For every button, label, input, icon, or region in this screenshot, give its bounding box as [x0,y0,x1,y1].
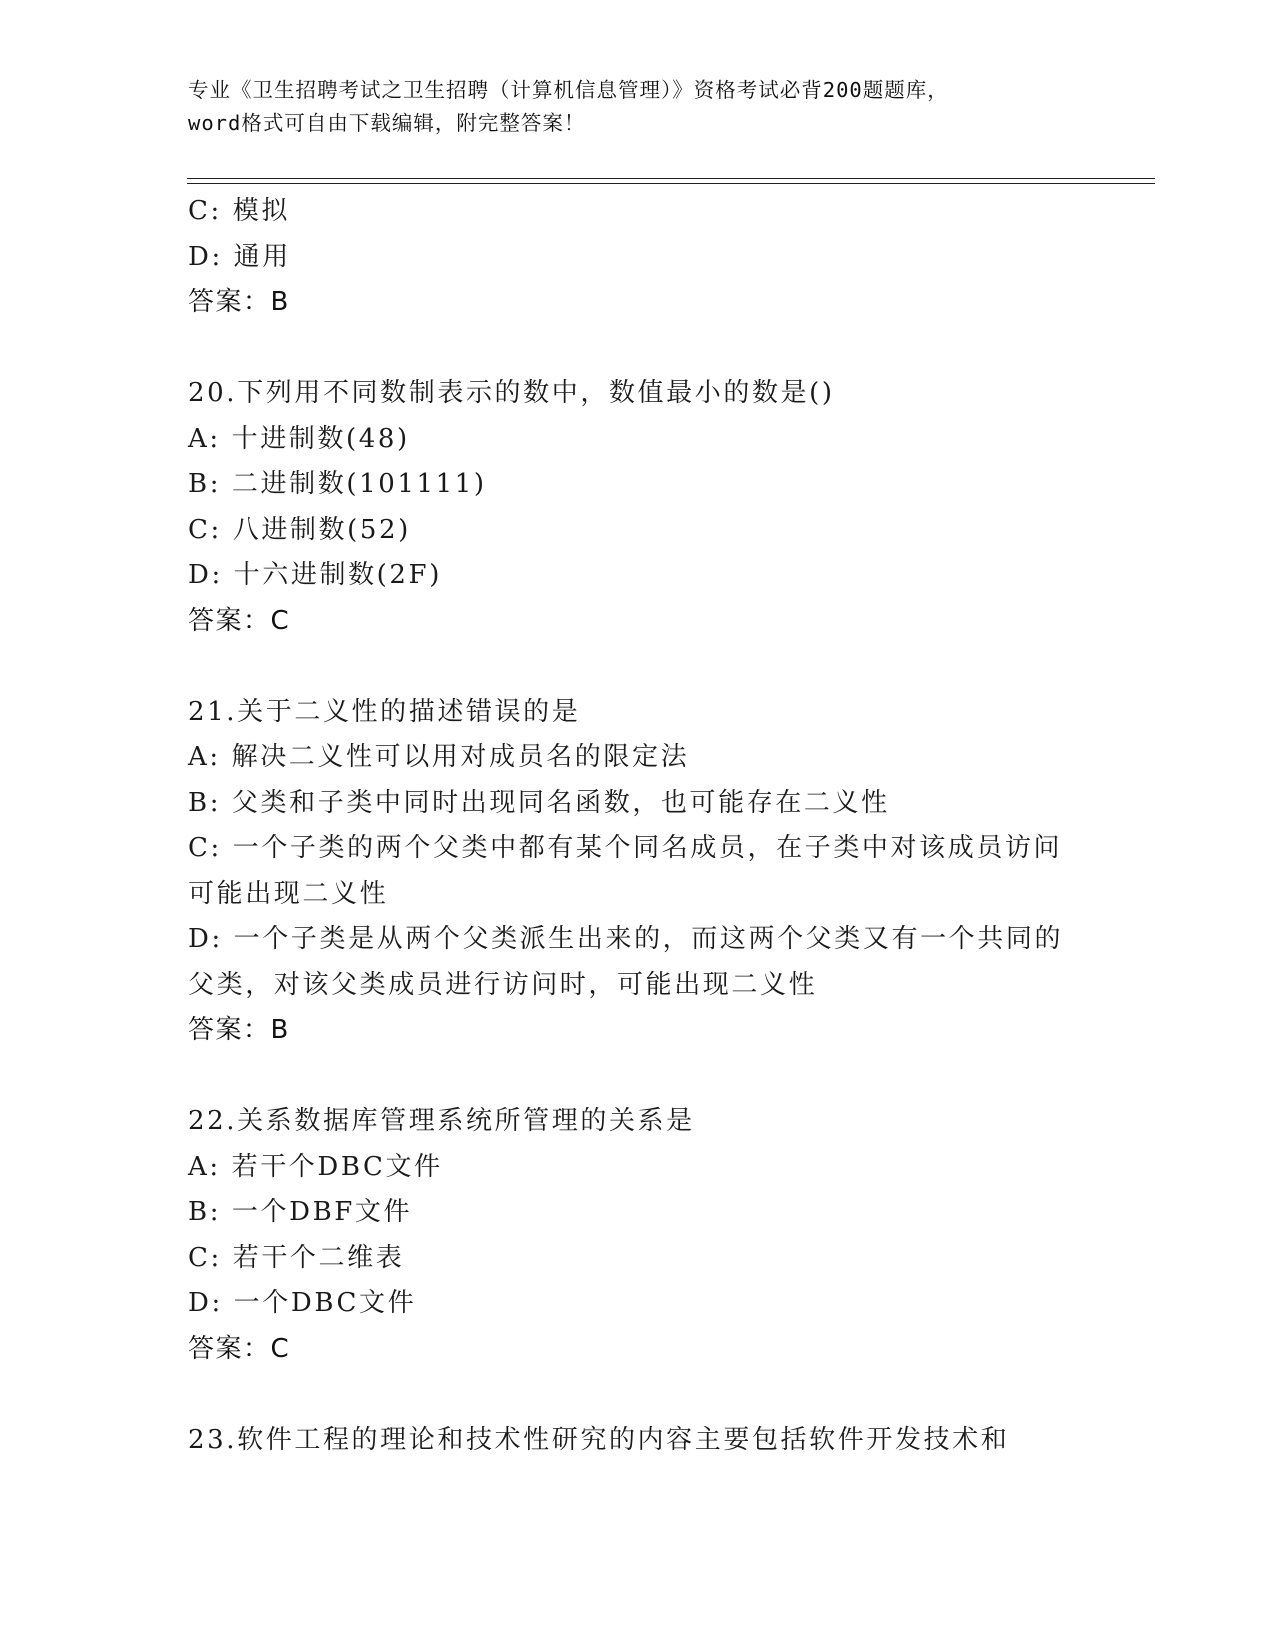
question-stem: 22.关系数据库管理系统所管理的关系是 [188,1106,695,1136]
header-divider-bottom [187,183,1155,184]
option-c-continued: 可能出现二义性 [188,878,389,909]
header-divider-top [187,178,1155,179]
header-title-line-1: 专业《卫生招聘考试之卫生招聘（计算机信息管理）》资格考试必背200题题库， [188,78,949,102]
option-b: B: 二进制数(101111) [188,469,487,499]
question-21 [188,690,1088,1054]
previous-question-tail [188,189,1088,326]
option-a: A: 十进制数(48) [188,423,410,454]
spacer [188,644,1088,690]
option-d: D: 通用 [188,241,291,272]
answer-line: 答案：B [188,1015,290,1045]
option-c: C: 模拟 [188,196,290,226]
spacer [188,326,1088,372]
answer-line: 答案：C [188,605,291,636]
question-stem: 21.关于二义性的描述错误的是 [188,696,581,727]
answer-line: 答案：B [188,287,290,317]
question-22 [188,1099,1088,1372]
answer-line: 答案：C [188,1333,291,1364]
question-stem: 20.下列用不同数制表示的数中，数值最小的数是() [188,378,835,408]
question-stem: 23.软件工程的理论和技术性研究的内容主要包括软件开发技术和 [188,1424,1010,1455]
document-header [188,74,1068,140]
option-a: A: 若干个DBC文件 [188,1151,443,1182]
option-b: B: 一个DBF文件 [188,1197,413,1227]
option-c: C: 八进制数(52) [188,514,411,545]
spacer [188,1372,1088,1418]
option-b: B: 父类和子类中同时出现同名函数，也可能存在二义性 [188,787,890,818]
option-d: D: 一个DBC文件 [188,1288,417,1318]
spacer [188,1054,1088,1100]
question-content [188,189,1088,1463]
option-d-continued: 父类，对该父类成员进行访问时，可能出现二义性 [188,969,818,1000]
question-20 [188,371,1088,644]
header-title-line-2: word格式可自由下载编辑，附完整答案！ [188,111,586,135]
option-d: D: 一个子类是从两个父类派生出来的，而这两个父类又有一个共同的 [188,924,1064,954]
option-c: C: 若干个二维表 [188,1242,405,1273]
question-23 [188,1418,1088,1464]
option-c: C: 一个子类的两个父类中都有某个同名成员，在子类中对该成员访问 [188,833,1063,863]
option-d: D: 十六进制数(2F) [188,560,442,590]
option-a: A: 解决二义性可以用对成员名的限定法 [188,742,690,772]
